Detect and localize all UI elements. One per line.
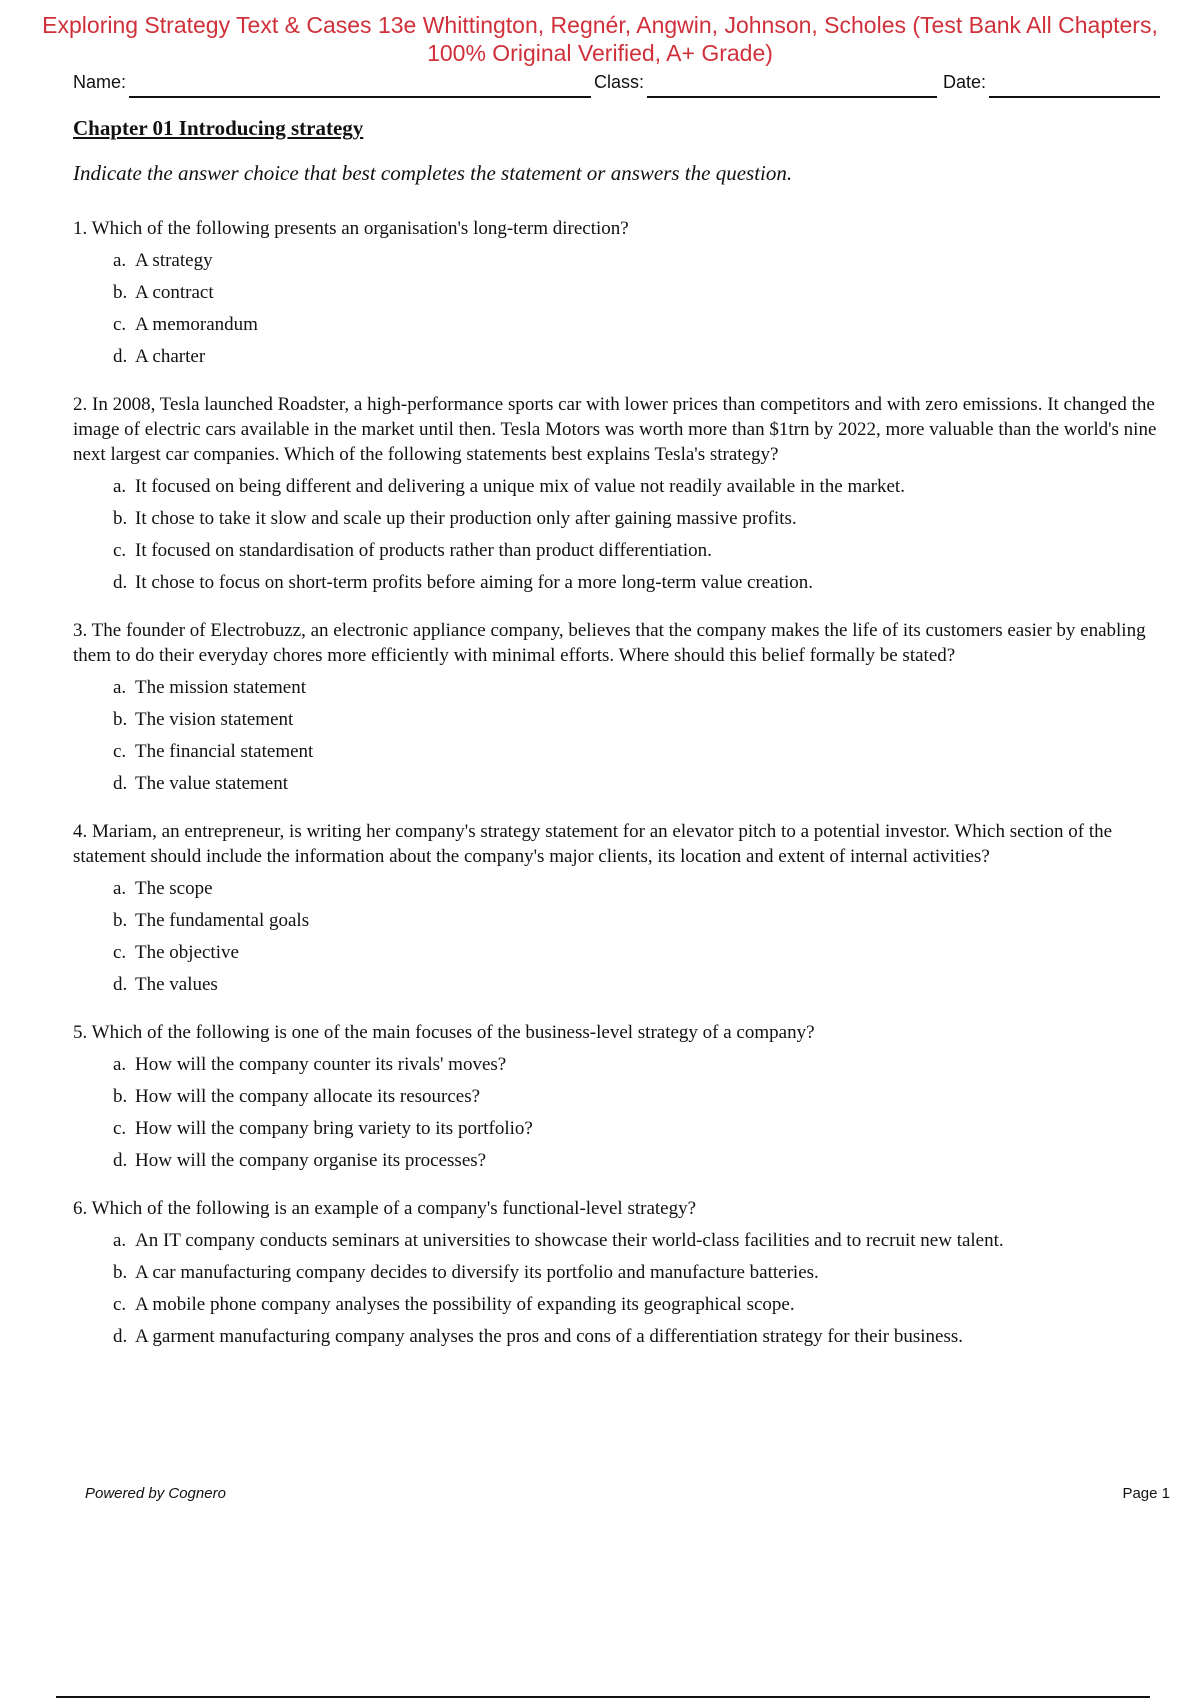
option-letter: d. xyxy=(113,974,128,995)
option-text: The vision statement xyxy=(135,709,294,730)
name-field-line xyxy=(129,72,591,98)
option-letter: b. xyxy=(113,1262,128,1283)
question-text: 3. The founder of Electrobuzz, an electronic appliance company, believes that the company makes the life of its customers easier by enabling them to do their everyday chores more efficiently with minimal efforts. Where should this belief formally be stated? xyxy=(73,620,1146,666)
option-letter: a. xyxy=(113,1054,127,1075)
option-letter: c. xyxy=(113,540,127,561)
option-letter: d. xyxy=(113,1150,128,1171)
option-letter: a. xyxy=(113,1230,127,1251)
option-text: It focused on standardisation of products rather than product differentiation. xyxy=(135,540,712,561)
answer-option xyxy=(73,506,1160,531)
question xyxy=(73,1196,1160,1349)
option-letter: a. xyxy=(113,878,127,899)
answer-option xyxy=(73,707,1160,732)
option-text: A strategy xyxy=(135,250,213,271)
class-field-line xyxy=(647,72,937,98)
option-text: The values xyxy=(135,974,218,995)
option-letter: b. xyxy=(113,910,128,931)
option-text: The mission statement xyxy=(135,677,306,698)
date-field-line xyxy=(989,72,1160,98)
answer-option xyxy=(73,972,1160,997)
option-text: A mobile phone company analyses the possibility of expanding its geographical scope. xyxy=(135,1294,795,1315)
answer-option xyxy=(73,771,1160,796)
option-text: It focused on being different and delivering a unique mix of value not readily available in the market. xyxy=(135,476,905,497)
option-text: An IT company conducts seminars at universities to showcase their world-class facilities and to recruit new talent. xyxy=(135,1230,1004,1251)
option-letter: a. xyxy=(113,677,127,698)
answer-option xyxy=(73,280,1160,305)
option-letter: d. xyxy=(113,572,128,593)
question xyxy=(73,1020,1160,1173)
option-text: How will the company organise its processes? xyxy=(135,1150,487,1171)
answer-option xyxy=(73,1148,1160,1173)
question xyxy=(73,618,1160,796)
option-text: The fundamental goals xyxy=(135,910,310,931)
answer-option xyxy=(73,1228,1160,1253)
question-text: 1. Which of the following presents an organisation's long-term direction? xyxy=(73,218,629,239)
answer-option xyxy=(73,474,1160,499)
class-label: Class: xyxy=(594,72,645,92)
document-title: Exploring Strategy Text & Cases 13e Whittington, Regnér, Angwin, Johnson, Scholes (Test Bank All Chapters, 100% Original Verified, A+ Grade) xyxy=(42,12,1158,66)
question xyxy=(73,819,1160,997)
option-letter: a. xyxy=(113,250,127,271)
option-text: It chose to focus on short-term profits before aiming for a more long-term value creation. xyxy=(135,572,813,593)
question-text: 4. Mariam, an entrepreneur, is writing her company's strategy statement for an elevator pitch to a potential investor. Which section of the statement should include the information about the company's major clients, its location and extent of internal activities? xyxy=(73,821,1113,867)
answer-option xyxy=(73,1084,1160,1109)
option-text: The financial statement xyxy=(135,741,314,762)
option-letter: c. xyxy=(113,1294,127,1315)
option-text: How will the company counter its rivals' moves? xyxy=(135,1054,507,1075)
option-letter: d. xyxy=(113,1326,128,1347)
answer-option xyxy=(73,1324,1160,1349)
question-text: 2. In 2008, Tesla launched Roadster, a high-performance sports car with lower prices than competitors and with zero emissions. It changed the image of electric cars available in the market until then. Tesla Motors was worth more than $1trn by 2022, more valuable than the world's nine next largest car companies. Which of the following statements best explains Tesla's strategy? xyxy=(73,394,1157,465)
answer-option xyxy=(73,1116,1160,1141)
answer-option xyxy=(73,312,1160,337)
option-text: How will the company allocate its resources? xyxy=(135,1086,481,1107)
option-letter: a. xyxy=(113,476,127,497)
instructions: Indicate the answer choice that best completes the statement or answers the question. xyxy=(73,161,793,185)
answer-option xyxy=(73,908,1160,933)
powered-by: Powered by Cognero xyxy=(85,1485,226,1502)
answer-option xyxy=(73,570,1160,595)
option-letter: b. xyxy=(113,508,128,529)
question-list xyxy=(73,216,1160,1372)
option-letter: c. xyxy=(113,1118,127,1139)
page-footer xyxy=(85,1485,1170,1502)
answer-option xyxy=(73,1292,1160,1317)
option-text: A garment manufacturing company analyses the pros and cons of a differentiation strategy for their business. xyxy=(135,1326,964,1347)
option-letter: c. xyxy=(113,741,127,762)
answer-option xyxy=(73,1052,1160,1077)
option-letter: b. xyxy=(113,282,128,303)
option-text: A memorandum xyxy=(135,314,258,335)
option-text: A contract xyxy=(135,282,214,303)
option-letter: b. xyxy=(113,1086,128,1107)
option-text: The scope xyxy=(135,878,213,899)
question xyxy=(73,392,1160,595)
option-letter: c. xyxy=(113,942,127,963)
chapter-heading: Chapter 01 Introducing strategy xyxy=(73,116,364,140)
option-text: The objective xyxy=(135,942,239,963)
question xyxy=(73,216,1160,369)
answer-option xyxy=(73,344,1160,369)
option-text: A charter xyxy=(135,346,206,367)
option-letter: b. xyxy=(113,709,128,730)
question-text: 6. Which of the following is an example of a company's functional-level strategy? xyxy=(73,1198,697,1219)
student-info-row xyxy=(73,72,1160,100)
option-letter: c. xyxy=(113,314,127,335)
option-text: It chose to take it slow and scale up their production only after gaining massive profits. xyxy=(135,508,797,529)
answer-option xyxy=(73,1260,1160,1285)
option-text: The value statement xyxy=(135,773,288,794)
answer-option xyxy=(73,675,1160,700)
answer-option xyxy=(73,739,1160,764)
answer-option xyxy=(73,940,1160,965)
answer-option xyxy=(73,538,1160,563)
option-text: A car manufacturing company decides to diversify its portfolio and manufacture batteries. xyxy=(135,1262,819,1283)
answer-option xyxy=(73,876,1160,901)
name-label: Name: xyxy=(73,72,127,92)
answer-option xyxy=(73,248,1160,273)
option-text: How will the company bring variety to its portfolio? xyxy=(135,1118,533,1139)
question-text: 5. Which of the following is one of the main focuses of the business-level strategy of a company? xyxy=(73,1022,815,1043)
page-divider xyxy=(56,1696,1150,1698)
option-letter: d. xyxy=(113,346,128,367)
page-number: Page 1 xyxy=(1122,1485,1170,1502)
option-letter: d. xyxy=(113,773,128,794)
date-label: Date: xyxy=(943,72,987,92)
